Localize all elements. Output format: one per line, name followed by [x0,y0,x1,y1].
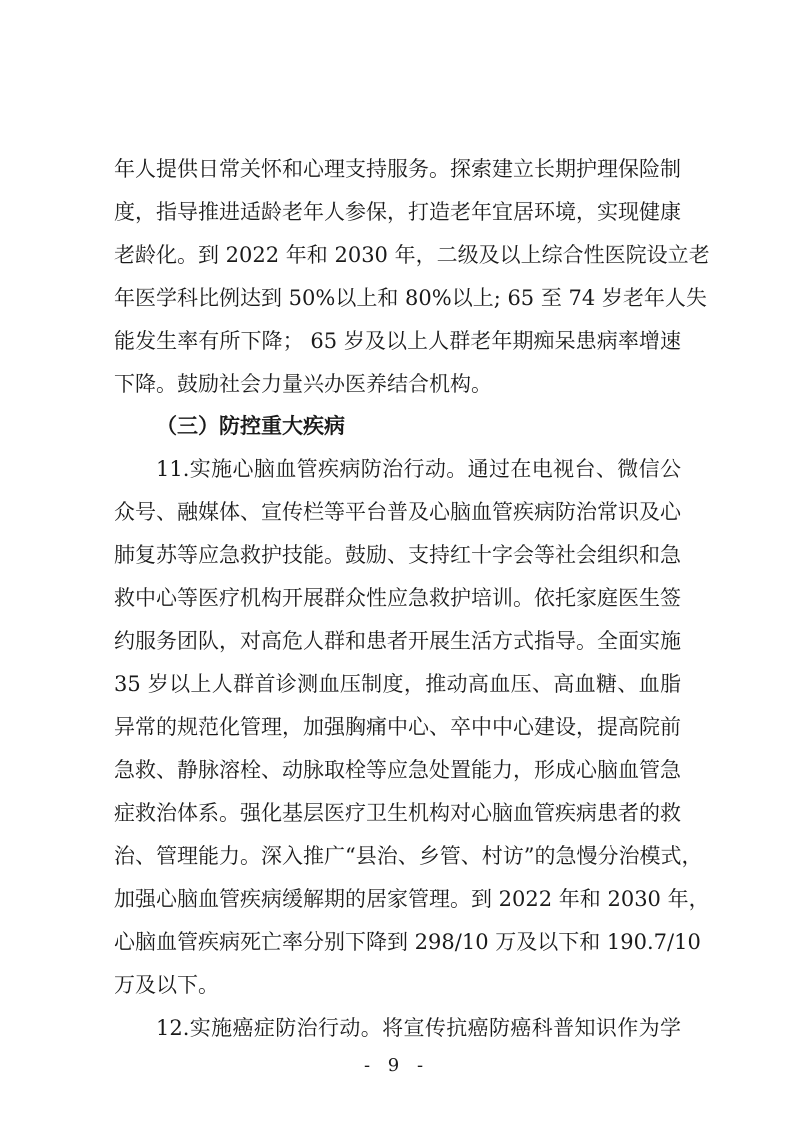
paragraph-line: 年人提供日常关怀和心理支持服务。探索建立长期护理保险制 [114,157,681,181]
paragraph-line: 救中心等医疗机构开展群众性应急救护培训。依托家庭医生签 [114,586,681,610]
paragraph-line: 万及以下。 [114,973,219,997]
paragraph-line: 众号、融媒体、宣传栏等平台普及心脑血管疾病防治常识及心 [114,500,681,524]
section-heading: （三）防控重大疾病 [156,414,345,438]
paragraph-line: 12.实施癌症防治行动。将宣传抗癌防癌科普知识作为学 [156,1016,681,1040]
paragraph-line: 35 岁以上人群首诊测血压制度，推动高血压、高血糖、血脂 [114,672,681,696]
paragraph-line: 加强心脑血管疾病缓解期的居家管理。到 2022 年和 2030 年， [114,887,710,911]
paragraph-line: 11.实施心脑血管疾病防治行动。通过在电视台、微信公 [156,457,681,481]
paragraph-line: 急救、静脉溶栓、动脉取栓等应急处置能力，形成心脑血管急 [114,758,681,782]
paragraph-line: 能发生率有所下降； 65 岁及以上人群老年期痴呆患病率增速 [114,329,681,353]
paragraph-line: 肺复苏等应急救护技能。鼓励、支持红十字会等社会组织和急 [114,543,681,567]
paragraph-line: 症救治体系。强化基层医疗卫生机构对心脑血管疾病患者的救 [114,801,681,825]
paragraph-line: 度，指导推进适龄老年人参保，打造老年宜居环境，实现健康 [114,200,681,224]
paragraph-line: 心脑血管疾病死亡率分别下降到 298/10 万及以下和 190.7/10 [114,930,701,954]
paragraph-line: 治、管理能力。深入推广“县治、乡管、村访”的急慢分治模式， [114,844,703,868]
paragraph-line: 下降。鼓励社会力量兴办医养结合机构。 [114,372,492,396]
paragraph-line: 约服务团队，对高危人群和患者开展生活方式指导。全面实施 [114,629,681,653]
paragraph-line: 老龄化。到 2022 年和 2030 年，二级及以上综合性医院设立老 [114,243,710,267]
page-number: - 9 - [363,1055,430,1076]
paragraph-line: 年医学科比例达到 50%以上和 80%以上; 65 至 74 岁老年人失 [114,286,707,310]
paragraph-line: 异常的规范化管理，加强胸痛中心、卒中中心建设，提高院前 [114,715,681,739]
